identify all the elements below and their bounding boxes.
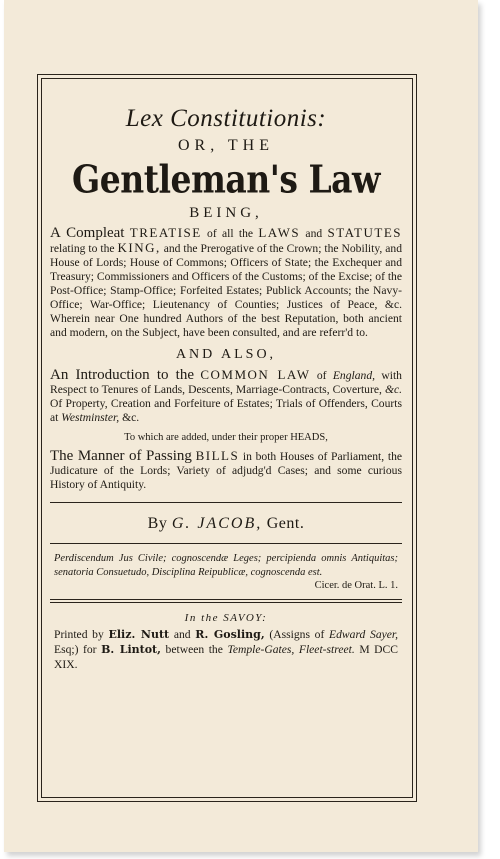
para3-bills: BILLS (195, 448, 240, 463)
latin-title: Lex Constitutionis: (125, 105, 327, 132)
imprint-heading: In the SAVOY: (184, 611, 268, 624)
author-name: G. JACOB, (171, 515, 263, 532)
common-law-description (50, 368, 402, 425)
imprint-printed: Printed by (54, 627, 104, 641)
being-line: BEING, (189, 205, 263, 221)
imprint-between: between the (165, 642, 223, 656)
para2-end: &c. (122, 411, 140, 424)
para3-lead: The Manner of Passing (50, 448, 192, 464)
imprint-year: M DCC XIX. (54, 642, 399, 671)
divider-rule (50, 543, 402, 544)
and-also: AND ALSO, (175, 347, 277, 362)
divider-rule (50, 502, 402, 503)
para2-common: COMMON LAW (200, 367, 311, 382)
epigraph-text: Perdiscendum Jus Civile; cognoscendæ Leges; percipienda omnis Antiquitas; senatoria Consuetudo, Disciplina Reipublicæ, cognoscenda est. (54, 553, 398, 578)
imprint-esq: Esq;) for (54, 642, 97, 656)
para1-and: and (305, 227, 323, 240)
para1-rel: relating to the (50, 242, 115, 255)
bills-description (50, 449, 402, 492)
imprint-assigns: (Assigns of (269, 627, 325, 641)
para2-rest-a: with Respect to Tenures of Lands, Descents, Marriage-Contracts, Coverture, (50, 369, 402, 396)
para2-etc: &c. (384, 383, 402, 396)
para1-treatise: TREATISE (129, 225, 202, 240)
author-title: Gent. (266, 515, 305, 532)
para2-westminster: Westminster, (61, 411, 120, 424)
printer-gosling: R. Gosling, (195, 627, 265, 641)
para2-lead: An Introduction to the (50, 367, 194, 383)
epigraph-source: Cicer. de Orat. L. 1. (314, 580, 398, 591)
main-title: Gentleman's Law (72, 157, 380, 202)
para2-rest-b: Of Property, Creation and Forfeiture of Estates; Trials of Offenders, Courts at (50, 397, 402, 424)
imprint-sayer: Edward Sayer, (329, 627, 399, 641)
para1-laws: LAWS (258, 225, 301, 240)
para2-of: of (316, 369, 327, 382)
imprint (54, 627, 398, 672)
para1-a: of all the (207, 227, 254, 240)
para3-rest: in both Houses of Parliament, the Judicature of the Lords; Variety of adjudg'd Cases; and some curious History of Antiquity. (50, 450, 403, 491)
publisher-lintot: B. Lintot, (101, 642, 161, 656)
para2-england: England, (332, 369, 376, 382)
title-page-content (50, 100, 402, 678)
printer-nutt: Eliz. Nutt (108, 627, 170, 641)
para1-rest: and the Prerogative of the Crown; the Nobility, and House of Lords; House of Commons; Officers of State; the Exchequer and Treasury; Commissioners and Officers of the Customs; of the Excise; of the Post-Office; Stamp-Office; Forfeited Estates; Publick Accounts; the Navy-Office; War-Office; Lieutenancy of Counties; Justices of Peace, &c. Wherein near One hundred Authors of the best Reputation, both ancient and modern, on the Subject, have been consulted, and are referr'd to. (50, 242, 403, 339)
to-which-line: To which are added, under their proper HEADS, (124, 432, 328, 443)
or-line: OR, THE (177, 137, 275, 154)
epigraph (54, 552, 398, 593)
double-rule (50, 599, 402, 603)
imprint-gates: Temple-Gates, Fleet-street. (227, 642, 355, 656)
para1-lead: A Compleat (50, 225, 125, 241)
by-prefix: By (147, 515, 168, 532)
para1-statutes: STATUTES (327, 225, 402, 240)
para1-king: KING, (117, 240, 161, 255)
imprint-and: and (173, 627, 191, 641)
treatise-description (50, 226, 402, 340)
author-line (50, 513, 402, 535)
